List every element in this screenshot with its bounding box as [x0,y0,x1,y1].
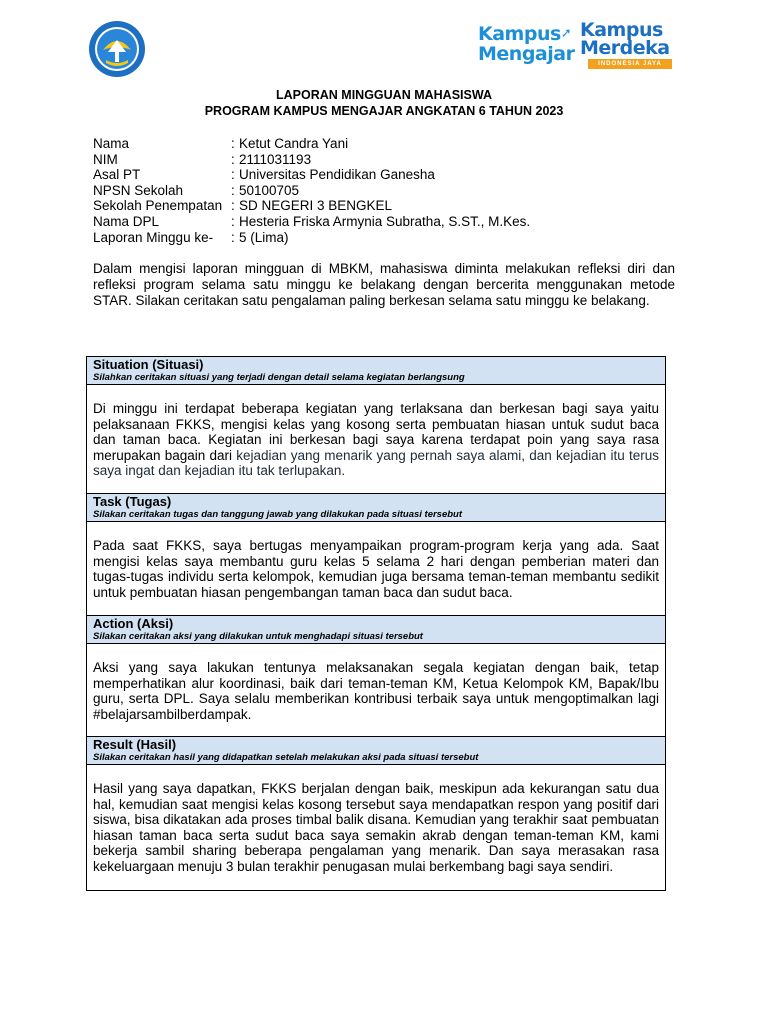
section-body [87,644,665,722]
section-instruction: Silahkan ceritakan situasi yang terjadi dengan detail selama kegiatan berlangsung [93,372,465,383]
identity-row-sekolah [93,198,693,214]
section-body-text [93,401,659,479]
section-body-text: Pada saat FKKS, saya bertugas menyampaikan program-program kerja yang ada. Saat mengisi kelas saya membantu guru kelas 5 selama 2 hari dengan pemberian materi dan tugas-tugas individu serta kelompok, kemudian juga bersama teman-teman membantu sedikit untuk pembuatan hiasan pengembangan taman baca dan sudut baca. [93,538,659,600]
section-body [87,522,665,600]
section-header [87,494,665,522]
kampus-merdeka-logo [580,18,672,70]
kampus-mengajar-logo [478,22,578,66]
identity-value: Ketut Candra Yani [239,136,349,151]
section-body [87,385,665,479]
identity-label: Nama DPL [93,213,160,229]
identity-value: 50100705 [239,182,300,198]
identity-separator: : [231,198,235,214]
section-instruction: Silakan ceritakan hasil yang didapatkan setelah melakukan aksi pada situasi tersebut [93,752,479,763]
section-result [86,736,666,891]
swoosh-icon: ➚ [560,26,572,41]
section-title: Task (Tugas) [93,494,172,509]
identity-row-asal-pt [93,167,693,183]
identity-row-nim [93,152,693,168]
identity-separator: : [231,213,235,229]
kampus-merdeka-logo-band: INDONESIA JAYA [588,59,672,69]
section-body [87,765,665,874]
report-title: LAPORAN MINGGUAN MAHASISWA [276,88,492,102]
identity-row-npsn [93,183,693,199]
section-situation [86,356,666,495]
kampus-merdeka-logo-line2: Merdeka [580,37,670,59]
identity-value: Universitas Pendidikan Ganesha [239,167,435,183]
identity-label: Asal PT [93,167,141,183]
identity-label: Nama [93,136,130,151]
identity-value: SD NEGERI 3 BENGKEL [239,198,393,214]
tut-wuri-handayani-emblem-icon [88,20,146,78]
section-header [87,616,665,644]
identity-separator: : [231,136,235,151]
identity-label: NPSN Sekolah [93,182,184,198]
identity-separator: : [231,151,235,167]
section-body-text-part: Di minggu ini terdapat beberapa kegiatan yang terlaksana dan berkesan bagi saya yaitu pelaksanaan FKKS, mengisi kelas yang kosong serta pembuatan hiasan untuk sudut baca dan taman baca. Kegiatan ini berkesan bagi saya karena terdapat poin yang saya rasa merupakan bagain dari [93,401,659,463]
identity-label: NIM [93,151,118,167]
section-header [87,737,665,765]
report-subtitle: PROGRAM KAMPUS MENGAJAR ANGKATAN 6 TAHUN 2023 [204,104,564,118]
identity-separator: : [231,167,235,183]
section-header [87,357,665,385]
section-body-text: Aksi yang saya lakukan tentunya melaksanakan segala kegiatan dengan baik, tetap memperhatikan alur koordinasi, baik dari teman-teman KM, Ketua Kelompok KM, Bapak/Ibu guru, serta DPL. Saya selalu memberikan kontribusi terbaik saya untuk mengoptimalkan lagi #belajarsambilberdampak. [93,660,659,722]
identity-value: 5 (Lima) [239,229,289,245]
identity-separator: : [231,229,235,245]
identity-row-nama [93,136,693,152]
section-body-text: Hasil yang saya dapatkan, FKKS berjalan dengan baik, meskipun ada kekurangan satu dua hal, kemudian saat mengisi kelas kosong tersebut saya mendapatkan respon yang positif dari siswa, bisa dikatakan ada proses timbal balik disana. Kemudian yang terakhir saat pembuatan hiasan taman baca serta sudut baca saya semakin akrab dengan teman-teman KM, kami bekerja sambil sharing beberapa pengalaman yang menarik. Dan saya merasakan rasa kekeluargaan menuju 3 bulan terakhir penugasan mulai berkembang bagi saya sendiri. [93,781,659,874]
identity-value: Hesteria Friska Armynia Subratha, S.ST., M.Kes. [239,213,531,229]
section-title: Situation (Situasi) [93,357,204,372]
identity-block [93,136,693,245]
identity-label: Sekolah Penempatan [93,198,223,214]
identity-separator: : [231,182,235,198]
identity-row-dpl [93,214,693,230]
identity-label: Laporan Minggu ke- [93,229,214,245]
section-body-text-part: kejadian yang menarik yang pernah saya alami, dan kejadian itu terus saya ingat dan kejadian itu tak terlupakan. [93,447,659,478]
kampus-merdeka-logo-line1: Kampus [580,19,663,41]
intro-paragraph: Dalam mengisi laporan mingguan di MBKM, mahasiswa diminta melakukan refleksi diri dan refleksi program selama satu minggu ke belakang dengan bercerita menggunakan metode STAR. Silakan ceritakan satu pengalaman paling berkesan selama satu minggu ke belakang. [93,261,675,308]
kampus-mengajar-logo-line1: Kampus [478,23,561,45]
kampus-mengajar-logo-line2: Mengajar [478,43,575,65]
section-title: Action (Aksi) [93,616,174,631]
identity-value: 2111031193 [239,151,312,167]
identity-row-minggu [93,230,693,246]
section-instruction: Silakan ceritakan tugas dan tanggung jawab yang dilakukan pada situasi tersebut [93,509,463,520]
section-title: Result (Hasil) [93,737,177,752]
section-instruction: Silakan ceritakan aksi yang dilakukan untuk menghadapi situasi tersebut [93,631,423,642]
section-task [86,493,666,617]
section-action [86,615,666,738]
